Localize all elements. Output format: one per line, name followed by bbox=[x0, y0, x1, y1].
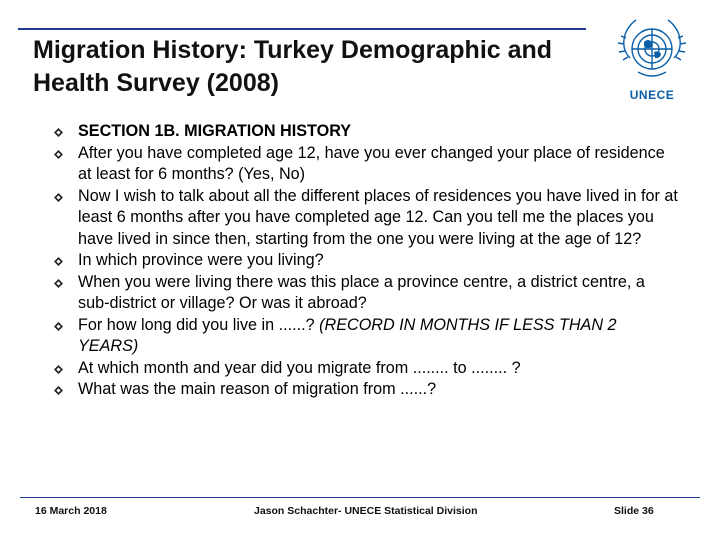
bullet-text: In which province were you living? bbox=[78, 251, 324, 269]
diamond-bullet-icon bbox=[54, 279, 63, 288]
diamond-bullet-icon bbox=[54, 257, 63, 266]
list-item bbox=[48, 143, 678, 186]
bullet-text: Now I wish to talk about all the different places of residences you have lived in for at least 6 months after you have completed age 12. Can you tell me the places you have lived in since then, starting from the one you were living at the age of 12? bbox=[78, 186, 678, 248]
bullet-text bbox=[78, 316, 617, 356]
footer-slide-number: Slide 36 bbox=[614, 505, 654, 517]
bullet-text: After you have completed age 12, have you ever changed your place of residence at least for 6 months? (Yes, No) bbox=[78, 143, 665, 183]
un-emblem-icon bbox=[606, 12, 698, 88]
diamond-bullet-icon bbox=[54, 193, 63, 202]
bullet-text: SECTION 1B. MIGRATION HISTORY bbox=[78, 122, 352, 140]
bullet-text: What was the main reason of migration from ......? bbox=[78, 380, 437, 398]
list-item bbox=[48, 121, 678, 143]
diamond-bullet-icon bbox=[54, 386, 63, 395]
logo-label: UNECE bbox=[629, 88, 675, 102]
bullet-text-italic: (RECORD IN MONTHS IF LESS THAN 2 YEARS) bbox=[78, 315, 617, 355]
unece-logo bbox=[606, 12, 698, 110]
slide-title: Migration History: Turkey Demographic and Health Survey (2008) bbox=[33, 36, 553, 97]
bullet-text-prefix: For how long did you live in ......? bbox=[78, 315, 320, 334]
bullet-text: When you were living there was this place a province centre, a district centre, a sub-district or village? Or was it abroad? bbox=[78, 272, 645, 312]
footer-rule bbox=[20, 497, 700, 498]
list-item bbox=[48, 186, 678, 251]
footer-author: Jason Schachter- UNECE Statistical Division bbox=[254, 505, 478, 517]
bullet-text: At which month and year did you migrate from ........ to ........ ? bbox=[78, 358, 521, 377]
list-item bbox=[48, 272, 678, 315]
list-item bbox=[48, 250, 678, 272]
list-item bbox=[48, 379, 678, 401]
list-item bbox=[48, 315, 678, 358]
diamond-bullet-icon bbox=[54, 150, 63, 159]
list-item bbox=[48, 358, 678, 380]
diamond-bullet-icon bbox=[54, 365, 63, 374]
bullet-list bbox=[48, 121, 678, 401]
diamond-bullet-icon bbox=[54, 128, 63, 137]
title-top-rule bbox=[18, 28, 586, 30]
footer-date: 16 March 2018 bbox=[35, 505, 107, 517]
diamond-bullet-icon bbox=[54, 322, 63, 331]
